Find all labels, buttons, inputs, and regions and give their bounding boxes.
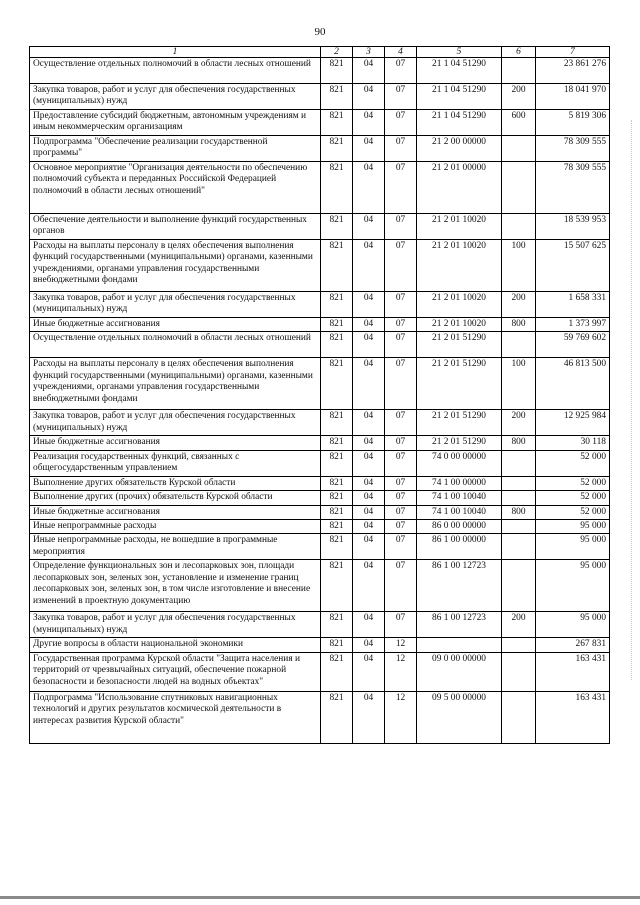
cell-csr: 21 2 01 10020 <box>417 292 502 318</box>
cell-name: Выполнение других обязательств Курской области <box>30 476 321 490</box>
cell-pr: 07 <box>385 476 417 490</box>
table-row <box>30 652 610 691</box>
cell-csr: 21 1 04 51290 <box>417 84 502 110</box>
cell-name: Подпрограмма "Обеспечение реализации государственной программы" <box>30 136 321 162</box>
cell-sum: 46 813 500 <box>536 358 610 410</box>
cell-sum: 23 861 276 <box>536 58 610 84</box>
cell-sum: 12 925 984 <box>536 410 610 436</box>
table-row <box>30 534 610 560</box>
cell-rz: 04 <box>353 318 385 332</box>
cell-pr: 07 <box>385 58 417 84</box>
table-row <box>30 691 610 743</box>
cell-pr: 07 <box>385 520 417 534</box>
cell-gr: 821 <box>321 240 353 292</box>
cell-name: Основное мероприятие "Организация деятельности по обеспечению полномочий субъекта и переданных Российской Федерацией полномочий в области лесных отношений" <box>30 162 321 214</box>
table-row <box>30 318 610 332</box>
cell-vr <box>502 136 536 162</box>
cell-csr: 74 1 00 10040 <box>417 505 502 519</box>
cell-sum: 52 000 <box>536 476 610 490</box>
cell-gr: 821 <box>321 110 353 136</box>
cell-rz: 04 <box>353 214 385 240</box>
cell-name: Закупка товаров, работ и услуг для обеспечения государственных (муниципальных) нужд <box>30 84 321 110</box>
cell-name: Осуществление отдельных полномочий в области лесных отношений <box>30 58 321 84</box>
cell-csr: 21 1 04 51290 <box>417 110 502 136</box>
cell-csr <box>417 638 502 652</box>
cell-pr: 07 <box>385 612 417 638</box>
cell-sum: 78 309 555 <box>536 162 610 214</box>
cell-vr: 200 <box>502 292 536 318</box>
cell-gr: 821 <box>321 476 353 490</box>
cell-vr: 800 <box>502 318 536 332</box>
cell-name: Расходы на выплаты персоналу в целях обеспечения выполнения функций государственными (муниципальными) органами, казенными учреждениями, органами управления государственными внебюджетными фондами <box>30 240 321 292</box>
cell-pr: 12 <box>385 638 417 652</box>
cell-name: Иные непрограммные расходы, не вошедшие в программные мероприятия <box>30 534 321 560</box>
cell-name: Предоставление субсидий бюджетным, автономным учреждениям и иным некоммерческим организациям <box>30 110 321 136</box>
cell-name: Иные бюджетные ассигнования <box>30 318 321 332</box>
cell-name: Иные бюджетные ассигнования <box>30 436 321 450</box>
cell-rz: 04 <box>353 162 385 214</box>
cell-gr: 821 <box>321 450 353 476</box>
table-row <box>30 358 610 410</box>
cell-sum: 59 769 602 <box>536 332 610 358</box>
cell-rz: 04 <box>353 612 385 638</box>
cell-vr <box>502 491 536 505</box>
cell-vr: 200 <box>502 612 536 638</box>
cell-rz: 04 <box>353 534 385 560</box>
table-row <box>30 476 610 490</box>
cell-vr <box>502 58 536 84</box>
cell-rz: 04 <box>353 450 385 476</box>
cell-rz: 04 <box>353 560 385 612</box>
cell-gr: 821 <box>321 358 353 410</box>
cell-gr: 821 <box>321 491 353 505</box>
cell-csr: 21 1 04 51290 <box>417 58 502 84</box>
cell-gr: 821 <box>321 436 353 450</box>
table-row <box>30 505 610 519</box>
table-row <box>30 136 610 162</box>
cell-gr: 821 <box>321 136 353 162</box>
cell-csr: 74 0 00 00000 <box>417 450 502 476</box>
cell-sum: 15 507 625 <box>536 240 610 292</box>
cell-name: Реализация государственных функций, связанных с общегосударственным управлением <box>30 450 321 476</box>
cell-rz: 04 <box>353 240 385 292</box>
table-row <box>30 520 610 534</box>
header-cell-name: 1 <box>30 47 321 58</box>
cell-vr <box>502 691 536 743</box>
cell-gr: 821 <box>321 691 353 743</box>
cell-gr: 821 <box>321 332 353 358</box>
cell-gr: 821 <box>321 162 353 214</box>
page-number: 90 <box>314 26 326 38</box>
cell-csr: 86 0 00 00000 <box>417 520 502 534</box>
cell-name: Иные непрограммные расходы <box>30 520 321 534</box>
cell-gr: 821 <box>321 638 353 652</box>
cell-pr: 07 <box>385 136 417 162</box>
cell-pr: 07 <box>385 436 417 450</box>
table-row <box>30 214 610 240</box>
cell-name: Подпрограмма "Использование спутниковых навигационных технологий и других результатов космической деятельности в интересах развития Курской области" <box>30 691 321 743</box>
cell-sum: 78 309 555 <box>536 136 610 162</box>
cell-gr: 821 <box>321 292 353 318</box>
cell-name: Обеспечение деятельности и выполнение функций государственных органов <box>30 214 321 240</box>
cell-rz: 04 <box>353 136 385 162</box>
cell-name: Расходы на выплаты персоналу в целях обеспечения выполнения функций государственными (муниципальными) органами, казенными учреждениями, органами управления государственными внебюджетными фондами <box>30 358 321 410</box>
cell-rz: 04 <box>353 358 385 410</box>
cell-vr <box>502 520 536 534</box>
cell-rz: 04 <box>353 332 385 358</box>
table-row <box>30 162 610 214</box>
cell-name: Государственная программа Курской области "Защита населения и территорий от чрезвычайных ситуаций, обеспечение пожарной безопасности и безопасности людей на водных объектах" <box>30 652 321 691</box>
cell-gr: 821 <box>321 58 353 84</box>
cell-sum: 95 000 <box>536 560 610 612</box>
cell-pr: 12 <box>385 691 417 743</box>
cell-pr: 07 <box>385 410 417 436</box>
cell-rz: 04 <box>353 292 385 318</box>
table-row <box>30 612 610 638</box>
cell-gr: 821 <box>321 560 353 612</box>
cell-pr: 07 <box>385 332 417 358</box>
cell-gr: 821 <box>321 214 353 240</box>
table-row <box>30 292 610 318</box>
cell-rz: 04 <box>353 520 385 534</box>
cell-rz: 04 <box>353 491 385 505</box>
cell-rz: 04 <box>353 110 385 136</box>
cell-sum: 52 000 <box>536 450 610 476</box>
cell-sum: 1 373 997 <box>536 318 610 332</box>
cell-csr: 21 2 00 00000 <box>417 136 502 162</box>
cell-vr <box>502 450 536 476</box>
cell-rz: 04 <box>353 652 385 691</box>
cell-rz: 04 <box>353 436 385 450</box>
cell-name: Осуществление отдельных полномочий в области лесных отношений <box>30 332 321 358</box>
cell-name: Выполнение других (прочих) обязательств Курской области <box>30 491 321 505</box>
cell-vr <box>502 652 536 691</box>
cell-vr <box>502 476 536 490</box>
cell-rz: 04 <box>353 476 385 490</box>
cell-sum: 30 118 <box>536 436 610 450</box>
cell-vr: 200 <box>502 84 536 110</box>
cell-rz: 04 <box>353 84 385 110</box>
cell-sum: 163 431 <box>536 652 610 691</box>
cell-csr: 21 2 01 51290 <box>417 436 502 450</box>
cell-rz: 04 <box>353 410 385 436</box>
table-row <box>30 560 610 612</box>
cell-gr: 821 <box>321 318 353 332</box>
cell-name: Иные бюджетные ассигнования <box>30 505 321 519</box>
table-row <box>30 410 610 436</box>
cell-csr: 86 1 00 12723 <box>417 560 502 612</box>
cell-csr: 74 1 00 10040 <box>417 491 502 505</box>
cell-gr: 821 <box>321 520 353 534</box>
table-row <box>30 450 610 476</box>
header-cell-sum: 7 <box>536 47 610 58</box>
cell-gr: 821 <box>321 612 353 638</box>
cell-csr: 09 0 00 00000 <box>417 652 502 691</box>
cell-vr: 100 <box>502 358 536 410</box>
cell-sum: 267 831 <box>536 638 610 652</box>
cell-sum: 95 000 <box>536 534 610 560</box>
cell-sum: 95 000 <box>536 612 610 638</box>
cell-gr: 821 <box>321 652 353 691</box>
header-cell-pr: 4 <box>385 47 417 58</box>
table-row <box>30 332 610 358</box>
header-row <box>30 47 610 58</box>
cell-pr: 07 <box>385 318 417 332</box>
table-body <box>30 58 610 744</box>
cell-pr: 12 <box>385 652 417 691</box>
cell-csr: 21 2 01 51290 <box>417 332 502 358</box>
cell-vr: 800 <box>502 436 536 450</box>
cell-pr: 07 <box>385 84 417 110</box>
cell-pr: 07 <box>385 560 417 612</box>
table-row <box>30 240 610 292</box>
cell-rz: 04 <box>353 505 385 519</box>
cell-sum: 52 000 <box>536 491 610 505</box>
cell-gr: 821 <box>321 410 353 436</box>
table-row <box>30 110 610 136</box>
table-row <box>30 436 610 450</box>
cell-csr: 21 2 01 00000 <box>417 162 502 214</box>
cell-pr: 07 <box>385 214 417 240</box>
cell-csr: 21 2 01 51290 <box>417 358 502 410</box>
cell-vr: 200 <box>502 410 536 436</box>
cell-csr: 21 2 01 10020 <box>417 214 502 240</box>
table-row <box>30 638 610 652</box>
cell-vr: 100 <box>502 240 536 292</box>
cell-csr: 74 1 00 00000 <box>417 476 502 490</box>
cell-pr: 07 <box>385 110 417 136</box>
cell-name: Закупка товаров, работ и услуг для обеспечения государственных (муниципальных) нужд <box>30 410 321 436</box>
header-cell-rz: 3 <box>353 47 385 58</box>
cell-vr: 800 <box>502 505 536 519</box>
cell-csr: 21 2 01 10020 <box>417 240 502 292</box>
table-row <box>30 58 610 84</box>
cell-vr <box>502 560 536 612</box>
cell-name: Определение функциональных зон и лесопарковых зон, площади лесопарковых зон, зеленых зон, установление и изменение границ лесопарковых зон, зеленых зон, в том числе изготовление и внесение изменений в проектную документацию <box>30 560 321 612</box>
cell-sum: 18 539 953 <box>536 214 610 240</box>
cell-pr: 07 <box>385 491 417 505</box>
table-row <box>30 491 610 505</box>
table-row <box>30 84 610 110</box>
cell-name: Другие вопросы в области национальной экономики <box>30 638 321 652</box>
cell-gr: 821 <box>321 84 353 110</box>
cell-csr: 09 5 00 00000 <box>417 691 502 743</box>
header-cell-csr: 5 <box>417 47 502 58</box>
cell-csr: 86 1 00 12723 <box>417 612 502 638</box>
cell-pr: 07 <box>385 505 417 519</box>
cell-sum: 163 431 <box>536 691 610 743</box>
cell-vr <box>502 534 536 560</box>
cell-pr: 07 <box>385 240 417 292</box>
cell-csr: 86 1 00 00000 <box>417 534 502 560</box>
cell-sum: 1 658 331 <box>536 292 610 318</box>
cell-vr <box>502 162 536 214</box>
cell-pr: 07 <box>385 292 417 318</box>
cell-vr <box>502 332 536 358</box>
cell-rz: 04 <box>353 638 385 652</box>
cell-sum: 52 000 <box>536 505 610 519</box>
cell-name: Закупка товаров, работ и услуг для обеспечения государственных (муниципальных) нужд <box>30 292 321 318</box>
budget-table <box>29 46 610 744</box>
cell-pr: 07 <box>385 450 417 476</box>
cell-sum: 95 000 <box>536 520 610 534</box>
cell-pr: 07 <box>385 162 417 214</box>
cell-name: Закупка товаров, работ и услуг для обеспечения государственных (муниципальных) нужд <box>30 612 321 638</box>
cell-pr: 07 <box>385 534 417 560</box>
header-cell-vr: 6 <box>502 47 536 58</box>
cell-rz: 04 <box>353 58 385 84</box>
cell-rz: 04 <box>353 691 385 743</box>
cell-gr: 821 <box>321 505 353 519</box>
header-cell-gr: 2 <box>321 47 353 58</box>
page-edge-mark <box>631 120 634 680</box>
cell-sum: 5 819 306 <box>536 110 610 136</box>
cell-csr: 21 2 01 51290 <box>417 410 502 436</box>
cell-gr: 821 <box>321 534 353 560</box>
scan-edge-line <box>0 896 640 899</box>
cell-csr: 21 2 01 10020 <box>417 318 502 332</box>
cell-vr <box>502 638 536 652</box>
cell-pr: 07 <box>385 358 417 410</box>
cell-vr: 600 <box>502 110 536 136</box>
cell-vr <box>502 214 536 240</box>
cell-sum: 18 041 970 <box>536 84 610 110</box>
